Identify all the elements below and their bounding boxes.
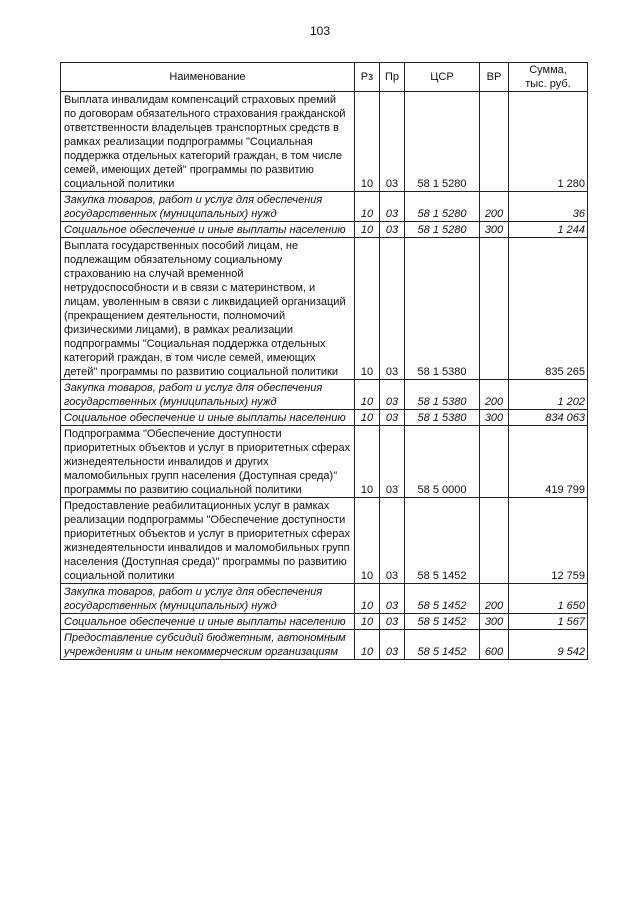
column-header-csr: ЦСР (405, 63, 480, 92)
row-name-cell: Социальное обеспечение и иные выплаты населению (61, 410, 355, 426)
row-name-cell: Социальное обеспечение и иные выплаты населению (61, 614, 355, 630)
budget-table (60, 62, 588, 660)
row-vr-cell: 200 (480, 192, 509, 222)
row-sum-cell: 1 567 (509, 614, 588, 630)
row-vr-cell: 200 (480, 380, 509, 410)
row-vr-cell: 200 (480, 584, 509, 614)
row-vr-cell: 300 (480, 410, 509, 426)
row-rz-cell: 10 (355, 630, 380, 660)
row-vr-cell (480, 426, 509, 498)
row-name-cell: Выплата инвалидам компенсаций страховых премий по договорам обязательного страхования гражданской ответственности владельцев транспортных средств в рамках реализации подпрограммы "Социальная поддержка отдельных категорий граждан, в том числе семей, имеющих детей" программы по развитию социальной политики (61, 92, 355, 192)
row-name-cell: Предоставление субсидий бюджетным, автономным учреждениям и иным некоммерческим организациям (61, 630, 355, 660)
row-sum-cell: 419 799 (509, 426, 588, 498)
row-rz-cell: 10 (355, 380, 380, 410)
row-sum-cell: 1 650 (509, 584, 588, 614)
row-rz-cell: 10 (355, 614, 380, 630)
row-csr-cell: 58 5 1452 (405, 584, 480, 614)
table-row (61, 614, 588, 630)
row-csr-cell: 58 1 5380 (405, 380, 480, 410)
row-vr-cell: 300 (480, 614, 509, 630)
row-csr-cell: 58 1 5280 (405, 222, 480, 238)
column-header-pr: Пр (380, 63, 405, 92)
row-csr-cell: 58 5 0000 (405, 426, 480, 498)
row-vr-cell (480, 498, 509, 584)
row-sum-cell: 36 (509, 192, 588, 222)
row-csr-cell: 58 1 5280 (405, 192, 480, 222)
row-pr-cell: 03 (380, 498, 405, 584)
row-vr-cell (480, 92, 509, 192)
table-row (61, 92, 588, 192)
row-rz-cell: 10 (355, 584, 380, 614)
row-rz-cell: 10 (355, 192, 380, 222)
column-header-rz: Рз (355, 63, 380, 92)
row-rz-cell: 10 (355, 92, 380, 192)
row-vr-cell: 600 (480, 630, 509, 660)
row-pr-cell: 03 (380, 410, 405, 426)
row-pr-cell: 03 (380, 92, 405, 192)
row-csr-cell: 58 1 5380 (405, 238, 480, 380)
table-row (61, 584, 588, 614)
row-rz-cell: 10 (355, 426, 380, 498)
row-rz-cell: 10 (355, 238, 380, 380)
table-row (61, 630, 588, 660)
row-name-cell: Социальное обеспечение и иные выплаты населению (61, 222, 355, 238)
row-vr-cell: 300 (480, 222, 509, 238)
row-csr-cell: 58 5 1452 (405, 614, 480, 630)
table-row (61, 380, 588, 410)
row-rz-cell: 10 (355, 410, 380, 426)
row-csr-cell: 58 5 1452 (405, 630, 480, 660)
column-header-vr: ВР (480, 63, 509, 92)
table-row (61, 222, 588, 238)
row-csr-cell: 58 1 5280 (405, 92, 480, 192)
row-sum-cell: 1 244 (509, 222, 588, 238)
row-csr-cell: 58 5 1452 (405, 498, 480, 584)
row-pr-cell: 03 (380, 426, 405, 498)
row-pr-cell: 03 (380, 630, 405, 660)
column-header-sum-line1: Сумма, (529, 64, 567, 76)
row-sum-cell: 12 759 (509, 498, 588, 584)
table-row (61, 498, 588, 584)
column-header-sum-line2: тыс. руб. (525, 78, 571, 90)
row-name-cell: Предоставление реабилитационных услуг в рамках реализации подпрограммы "Обеспечение доступности приоритетных объектов и услуг в приоритетных сферах жизнедеятельности инвалидов и маломобильных групп населения (Доступная среда)" программы по развитию социальной политики (61, 498, 355, 584)
row-csr-cell: 58 1 5380 (405, 410, 480, 426)
row-name-cell: Закупка товаров, работ и услуг для обеспечения государственных (муниципальных) нужд (61, 380, 355, 410)
row-sum-cell: 835 265 (509, 238, 588, 380)
row-sum-cell: 834 063 (509, 410, 588, 426)
table-row (61, 410, 588, 426)
table-row (61, 426, 588, 498)
row-rz-cell: 10 (355, 222, 380, 238)
row-name-cell: Закупка товаров, работ и услуг для обеспечения государственных (муниципальных) нужд (61, 192, 355, 222)
column-header-name: Наименование (61, 63, 355, 92)
row-pr-cell: 03 (380, 222, 405, 238)
page-number: 103 (309, 24, 331, 38)
row-pr-cell: 03 (380, 584, 405, 614)
row-rz-cell: 10 (355, 498, 380, 584)
table-header-row (61, 63, 588, 92)
row-vr-cell (480, 238, 509, 380)
column-header-sum (509, 63, 588, 92)
row-pr-cell: 03 (380, 614, 405, 630)
table-row (61, 192, 588, 222)
row-pr-cell: 03 (380, 238, 405, 380)
table-row (61, 238, 588, 380)
row-name-cell: Подпрограмма "Обеспечение доступности приоритетных объектов и услуг в приоритетных сферах жизнедеятельности инвалидов и других маломобильных групп населения (Доступная среда)" программы по развитию социальной политики (61, 426, 355, 498)
row-name-cell: Закупка товаров, работ и услуг для обеспечения государственных (муниципальных) нужд (61, 584, 355, 614)
row-name-cell: Выплата государственных пособий лицам, не подлежащим обязательному социальному страхованию на случай временной нетрудоспособности и в связи с материнством, и лицам, уволенным в связи с ликвидацией организаций (прекращением деятельности, полномочий физическими лицами), в рамках реализации подпрограммы "Социальная поддержка отдельных категорий граждан, в том числе семей, имеющих детей" программы по развитию социальной политики (61, 238, 355, 380)
row-sum-cell: 1 280 (509, 92, 588, 192)
row-sum-cell: 1 202 (509, 380, 588, 410)
row-sum-cell: 9 542 (509, 630, 588, 660)
row-pr-cell: 03 (380, 380, 405, 410)
row-pr-cell: 03 (380, 192, 405, 222)
